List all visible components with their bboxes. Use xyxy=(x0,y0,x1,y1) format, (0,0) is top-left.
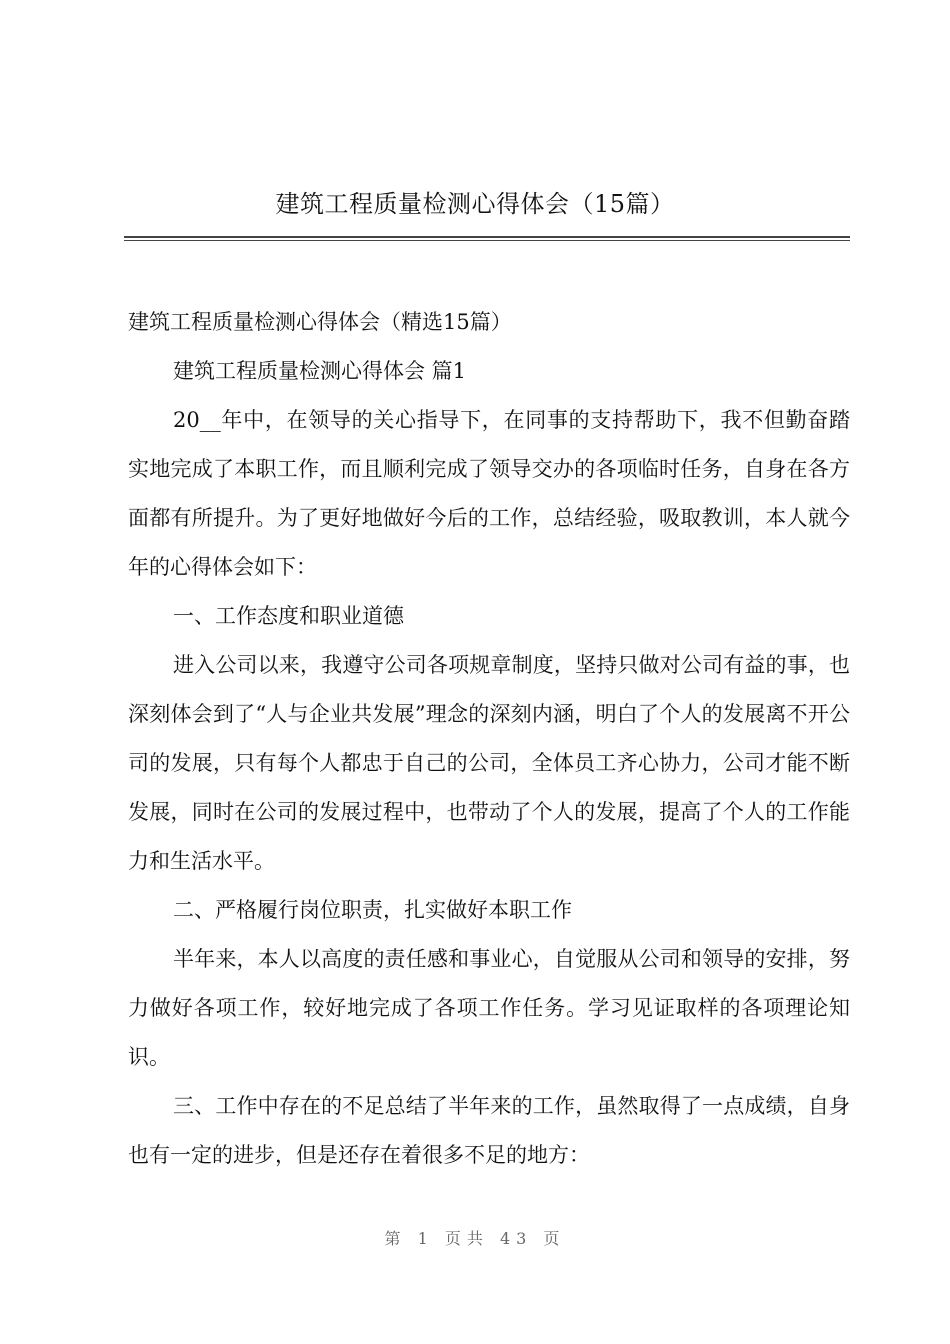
body-paragraph: 半年来，本人以高度的责任感和事业心，自觉服从公司和领导的安排，努力做好各项工作，较好地完成了各项工作任务。学习见证取样的各项理论知识。 xyxy=(128,947,850,1069)
section-heading: 建筑工程质量检测心得体会 篇1 xyxy=(173,359,467,383)
section-heading: 一、工作态度和职业道德 xyxy=(173,604,404,628)
document-body xyxy=(128,298,850,1180)
subtitle-paragraph: 建筑工程质量检测心得体会（精选15篇） xyxy=(128,310,512,334)
title-divider-thin xyxy=(124,240,850,241)
body-paragraph: 三、工作中存在的不足总结了半年来的工作，虽然取得了一点成绩，自身也有一定的进步，但是还存在着很多不足的地方： xyxy=(128,1094,850,1167)
section-heading: 二、严格履行岗位职责，扎实做好本职工作 xyxy=(173,898,572,922)
body-paragraph: 进入公司以来，我遵守公司各项规章制度，坚持只做对公司有益的事，也深刻体会到了“人与企业共发展”理念的深刻内涵，明白了个人的发展离不开公司的发展，只有每个人都忠于自己的公司，全体员工齐心协力，公司才能不断发展，同时在公司的发展过程中，也带动了个人的发展，提高了个人的工作能力和生活水平。 xyxy=(128,653,850,873)
body-paragraph: 20__年中，在领导的关心指导下，在同事的支持帮助下，我不但勤奋踏实地完成了本职工作，而且顺利完成了领导交办的各项临时任务，自身在各方面都有所提升。为了更好地做好今后的工作，总结经验，吸取教训，本人就今年的心得体会如下： xyxy=(128,408,850,579)
page-title: 建筑工程质量检测心得体会（15篇） xyxy=(275,190,675,218)
page-number-footer: 第 1 页共 43 页 xyxy=(384,1229,566,1248)
title-divider xyxy=(124,236,850,238)
